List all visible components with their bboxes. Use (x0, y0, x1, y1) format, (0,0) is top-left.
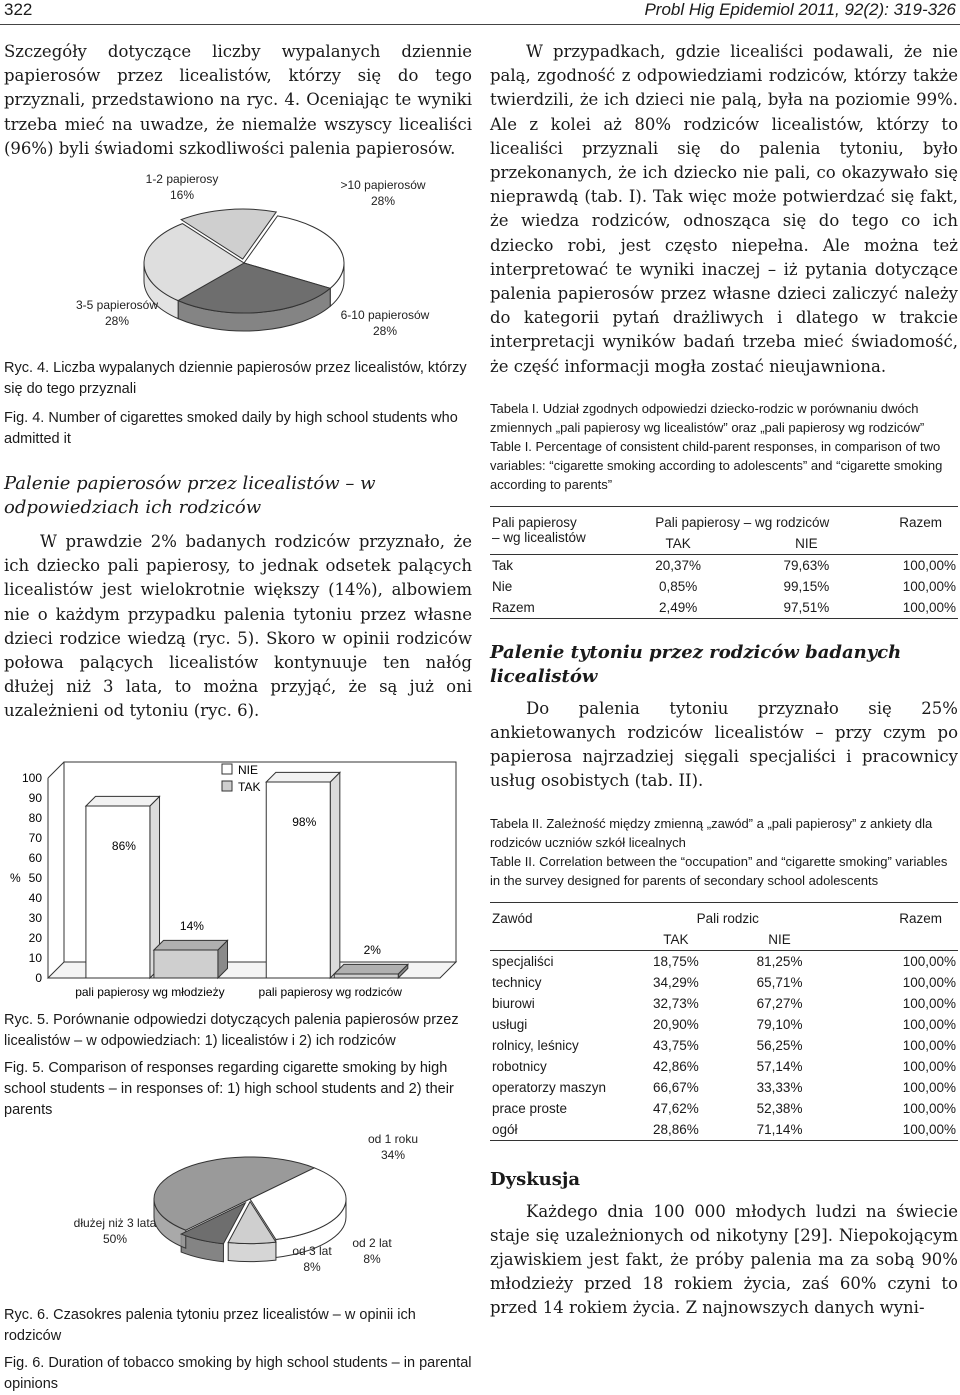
right-paragraph-2: Do palenia tytoniu przyznało się 25% ankietowanych rodziców licealistów – przy czym po papierosa najrzadziej sięgali specjaliści i pracownicy usług osobistych (tab. II). (490, 698, 958, 791)
table-row: robotnicy 42,86% 57,14% 100,00% (492, 1058, 956, 1074)
table1-head-razem: Razem (899, 514, 942, 530)
fig5-data-label: 98% (292, 814, 317, 829)
fig4-label-3-5: 3-5 papierosów 28% (75, 298, 159, 329)
fig5-ytick: 70 (28, 830, 42, 845)
fig5-axis-edge (48, 762, 64, 778)
fig5-legend-swatch-nie (222, 764, 232, 774)
fig5-bar-top (266, 772, 340, 782)
fig5-ytick: 10 (28, 950, 42, 965)
figure-6 (4, 1129, 472, 1299)
figure-5 (4, 754, 472, 1000)
fig5-ylabel: % (10, 870, 21, 885)
fig6-label-3plus: dłużej niż 3 lata 50% (73, 1215, 157, 1246)
fig6-label-2: od 2 lat 8% (352, 1235, 392, 1266)
figure-5-chart (4, 754, 472, 1000)
fig5-caption-en: Fig. 5. Comparison of responses regarding cigarette smoking by high school students – in responses of: 1) high school students and 2) their parents (4, 1059, 454, 1118)
fig5-legend-swatch-tak (222, 781, 232, 791)
fig5-ytick: 90 (28, 790, 42, 805)
left-column (4, 40, 472, 1395)
page-header (0, 0, 960, 24)
table2-head-tak: TAK (663, 931, 689, 947)
table-row: usługi 20,90% 79,10% 100,00% (492, 1016, 956, 1032)
fig6-slice-side-1 (228, 1242, 276, 1262)
fig4-label-1-2: 1-2 papierosy 16% (145, 172, 219, 203)
section-discussion-title: Dyskusja (490, 1168, 581, 1190)
fig4-label-6-10: 6-10 papierosów 28% (340, 308, 430, 339)
fig6-label-3: od 3 lat 8% (292, 1243, 332, 1274)
section-parental-smoking-title: Palenie tytoniu przez rodziców badanych licealistów (490, 641, 902, 687)
fig6-caption-en: Fig. 6. Duration of tobacco smoking by high school students – in parental opinions (4, 1354, 472, 1392)
table-row: prace proste 47,62% 52,38% 100,00% (492, 1100, 956, 1116)
section-parents-title: Palenie papierosów przez licealistów – w odpowiedziach ich rodziców (4, 473, 376, 519)
fig5-bar-nie (266, 782, 330, 978)
fig4-label-10plus: >10 papierosów 28% (340, 178, 426, 209)
fig5-legend-tak: TAK (238, 779, 261, 794)
fig5-category-label: pali papierosy wg rodziców (258, 984, 402, 999)
fig4-caption-pl: Ryc. 4. Liczba wypalanych dziennie papierosów przez licealistów, którzy się do tego przyznali (4, 360, 467, 398)
table1-caption-pl: Tabela I. Udział zgodnych odpowiedzi dziecko-rodzic w porównaniu dwóch zmiennych „pali papierosy wg licealistów” oraz „pali papierosy wg rodziców” (490, 400, 925, 435)
right-column (490, 40, 958, 1321)
fig5-data-label: 86% (111, 838, 136, 853)
fig5-bar-top (334, 964, 408, 974)
fig5-ytick: 60 (28, 850, 42, 865)
table-row: rolnicy, leśnicy 43,75% 56,25% 100,00% (492, 1037, 956, 1053)
table-row: ogół 28,86% 71,14% 100,00% (490, 1119, 958, 1141)
table2-head-nie: NIE (768, 931, 791, 947)
right-paragraph-1: W przypadkach, gdzie licealiści podawali, że nie palą, zgodność z odpowiedziami rodziców, którzy także twierdzili, że ich dzieci nie palą, była na poziomie 99%. Ale z kolei aż 80% rodziców licealistów, którzy to licealiści przyznali się do palenia tytoniu, było przekonanych, że ich dziecko nie pali, co okazywało się nieprawdą (tab. I). Tak więc może potwierdzać się fakt, że wiedza rodziców, odnosząca się do tego co ich dziecko robi, jest często niepełna. Ale można też interpretować te wyniki inaczej – iż pytania dotyczące palenia papierosów przez własne dzieci zaliczyć należy do kategorii pytań drażliwych i dlatego w trakcie interpretacji wyników badań trzeba mieć świadomość, że część informacji mogła zostać nieujawniona. (490, 42, 958, 376)
table-row: Tak 20,37% 79,63% 100,00% (492, 557, 956, 573)
fig5-category-label: pali papierosy wg młodzieży (75, 984, 225, 999)
figure-4 (4, 171, 472, 354)
fig5-data-label: 14% (179, 918, 204, 933)
table-row: technicy 34,29% 65,71% 100,00% (492, 974, 956, 990)
fig5-bar-top (86, 796, 160, 806)
table-row: specjaliści 18,75% 81,25% 100,00% (492, 953, 956, 969)
section-parents-paragraph: W prawdzie 2% badanych rodziców przyznało, że ich dziecko pali papierosy, to jednak odsetek palących licealistów jest wielokrotnie większy (14%), albowiem nie o każdym przypadku palenia tytoniu przez własne dzieci rodzice wiedzą (ryc. 5). Skoro w opinii rodziców połowa palących licealistów kontynuuje ten nałóg dłużej niż 3 lata, to można przyjąć, że są już oni uzależnieni od tytoniu (ryc. 6). (4, 532, 472, 721)
intro-paragraph: Szczegóły dotyczące liczby wypalanych dziennie papierosów przez licealistów, którzy się do tego przyznali, przedstawiono na ryc. 4. Oceniając te wyniki trzeba mieć na uwadze, że niemalże wszyscy licealiści (96%) byli świadomi szkodliwości palenia papierosów. (4, 42, 472, 158)
fig5-ytick: 50 (28, 870, 42, 885)
table2-head-group: Pali rodzic (696, 910, 759, 926)
page-number: 322 (4, 0, 33, 19)
table1-head-col1: Pali papierosy – wg licealistów (492, 514, 586, 545)
fig5-ytick: 20 (28, 930, 42, 945)
table-2 (490, 902, 958, 1141)
table2-caption-en: Table II. Correlation between the “occupation” and “cigarette smoking” variables in the survey designed for parents of secondary school adolescents (490, 853, 948, 888)
fig5-legend-nie: NIE (238, 762, 259, 777)
table1-head-tak: TAK (665, 535, 691, 551)
fig5-ytick: 0 (35, 970, 42, 985)
fig5-ytick: 40 (28, 890, 42, 905)
table1-head-nie: NIE (795, 535, 818, 551)
table-row: Razem 2,49% 97,51% 100,00% (490, 597, 958, 619)
table2-caption-pl: Tabela II. Zależność między zmienną „zawód” a „pali papierosy” z ankiety dla rodziców uczniów szkół licealnych (490, 815, 933, 850)
journal-citation: Probl Hig Epidemiol 2011, 92(2): 319-326 (644, 0, 956, 19)
fig6-caption-pl: Ryc. 6. Czasokres palenia tytoniu przez licealistów – w opinii ich rodziców (4, 1306, 416, 1344)
table1-caption-en: Table I. Percentage of consistent child-parent responses, in comparison of two variables: “cigarette smoking according to adolescents” and “cigarette smoking according to parents” (490, 438, 943, 492)
fig5-bar-nie (86, 806, 150, 978)
table2-head-zawod: Zawód (492, 910, 533, 926)
fig5-ytick: 30 (28, 910, 42, 925)
table-1 (490, 506, 958, 619)
fig5-bar-tak (334, 974, 398, 978)
header-rule (0, 24, 960, 25)
table-row: operatorzy maszyn 66,67% 33,33% 100,00% (492, 1079, 956, 1095)
fig5-bar-side (330, 772, 340, 978)
fig5-data-label: 2% (363, 942, 381, 957)
fig4-caption-en: Fig. 4. Number of cigarettes smoked daily by high school students who admitted it (4, 410, 458, 448)
table-row: Nie 0,85% 99,15% 100,00% (492, 578, 956, 594)
fig5-ytick: 80 (28, 810, 42, 825)
right-paragraph-3: Każdego dnia 100 000 młodych ludzi na świecie staje się uzależnionych od nikotyny [29]. Niepokojącym zjawiskiem jest fakt, że próby palenia ma za sobą 90% młodzieży przed 18 rokiem życia, zaś 60% czyni to przed 14 rokiem życia. Z najnowszych danych wyni- (490, 1201, 958, 1318)
fig5-ytick: 100 (21, 770, 42, 785)
fig5-bar-tak (154, 950, 218, 978)
table2-head-razem: Razem (899, 910, 942, 926)
fig6-label-1yr: od 1 roku 34% (367, 1131, 419, 1162)
table1-head-group: Pali papierosy – wg rodziców (655, 514, 830, 530)
fig5-caption-pl: Ryc. 5. Porównanie odpowiedzi dotyczących palenia papierosów przez licealistów – w odpowiedziach: 1) licealistów i 2) ich rodziców (4, 1011, 459, 1049)
fig5-bar-top (154, 940, 228, 950)
table-row: biurowi 32,73% 67,27% 100,00% (492, 995, 956, 1011)
